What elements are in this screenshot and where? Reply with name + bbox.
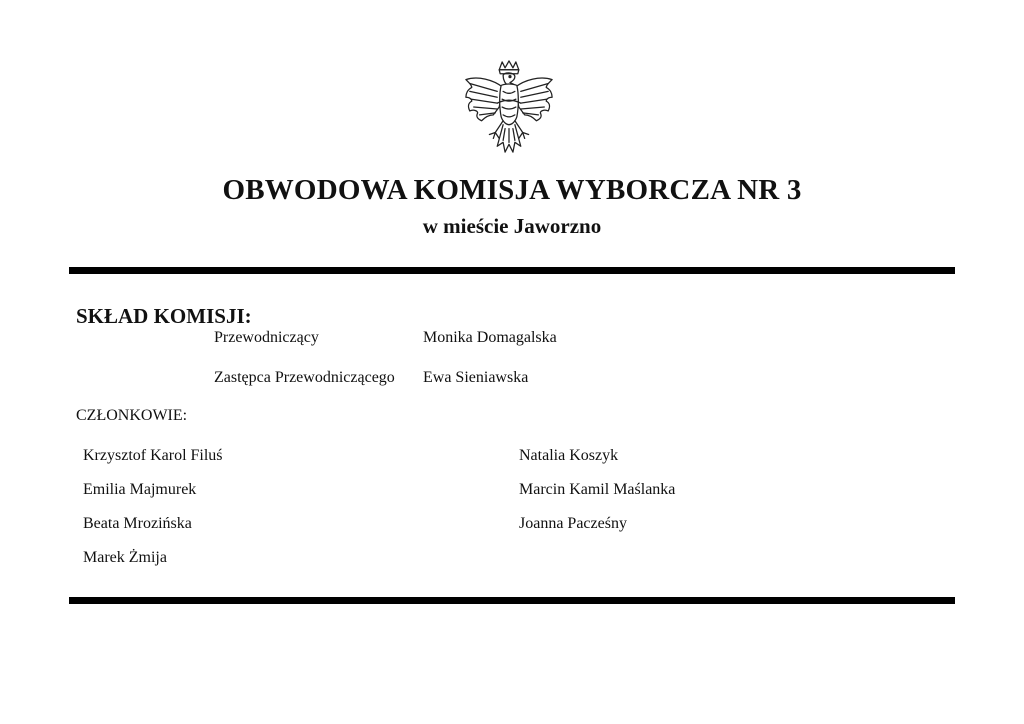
member-name: Beata Mrozińska bbox=[83, 515, 192, 532]
member-name: Emilia Majmurek bbox=[83, 481, 197, 498]
member-name: Joanna Pacześny bbox=[519, 515, 627, 532]
deputy-chair-name: Ewa Sieniawska bbox=[423, 369, 529, 386]
commission-location: w mieście Jaworzno bbox=[422, 214, 602, 238]
member-name: Krzysztof Karol Filuś bbox=[83, 447, 223, 464]
member-name: Marek Żmija bbox=[83, 549, 167, 566]
chair-role-label: Przewodniczący bbox=[214, 329, 319, 346]
commission-title: OBWODOWA KOMISJA WYBORCZA NR 3 bbox=[222, 174, 802, 206]
deputy-chair-role-label: Zastępca Przewodniczącego bbox=[214, 369, 395, 386]
chair-name: Monika Domagalska bbox=[423, 329, 557, 346]
top-divider bbox=[69, 267, 955, 274]
polish-eagle-emblem-icon bbox=[460, 58, 558, 160]
members-heading: CZŁONKOWIE: bbox=[76, 407, 188, 424]
member-name: Marcin Kamil Maślanka bbox=[519, 481, 676, 498]
bottom-divider bbox=[69, 597, 955, 604]
composition-heading: SKŁAD KOMISJI: bbox=[76, 304, 252, 328]
member-name: Natalia Koszyk bbox=[519, 447, 619, 464]
